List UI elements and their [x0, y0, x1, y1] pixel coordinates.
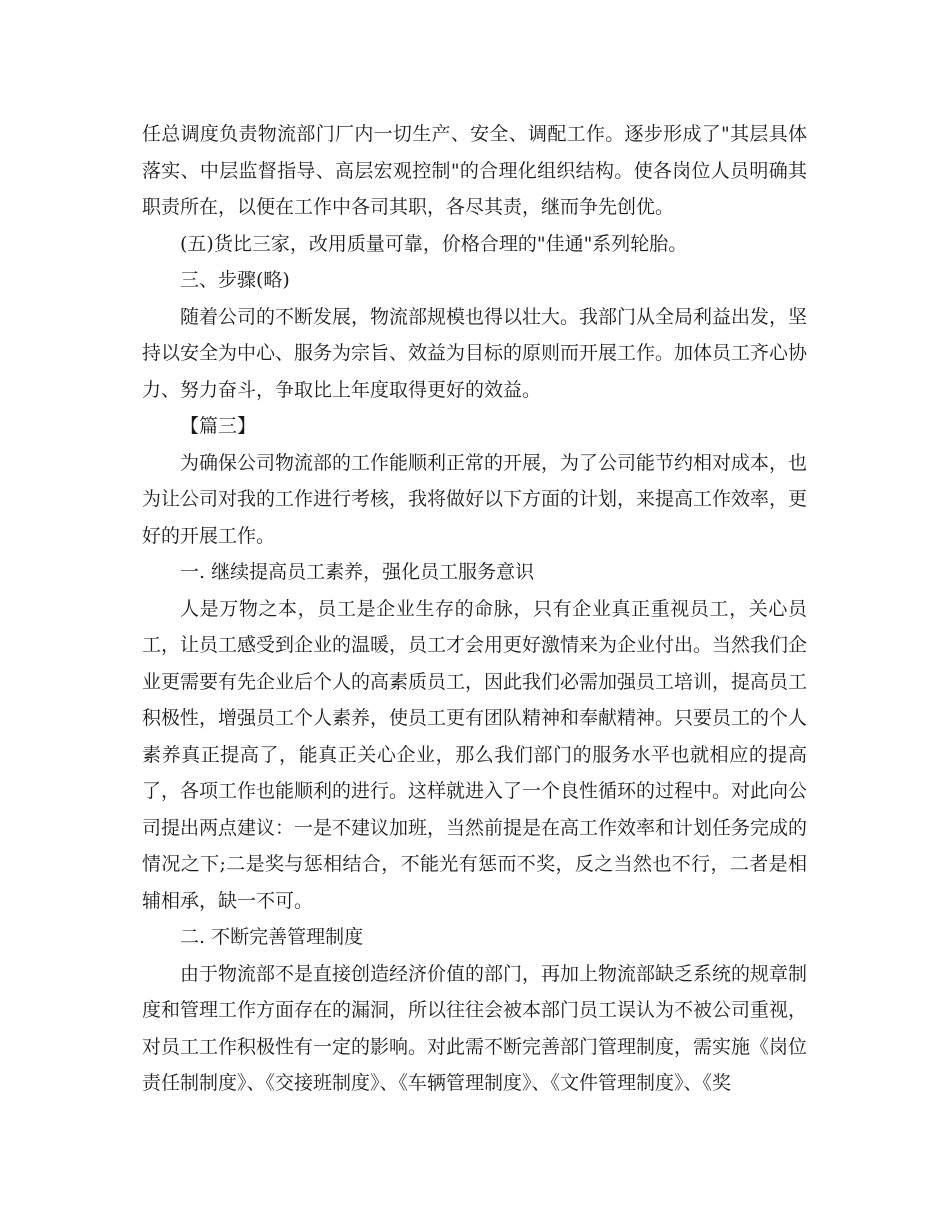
heading-management-system: 二. 不断完善管理制度 — [180, 926, 364, 948]
heading-steps: 三、步骤(略) — [180, 269, 290, 291]
section-title-part-three: 【篇三】 — [180, 415, 257, 437]
paragraph-plan-intro: 为确保公司物流部的工作能顺利正常的开展，为了公司能节约相对成本，也为让公司对我的工作进行考核，我将做好以下方面的计划，来提高工作效率，更好的开展工作。 — [142, 451, 808, 547]
document-body — [142, 116, 807, 1102]
paragraph-development: 随着公司的不断发展，物流部规模也得以壮大。我部门从全局利益出发，坚持以安全为中心、服务为宗旨、效益为目标的原则而开展工作。加体员工齐心协力、努力奋斗，争取比上年度取得更好的效益。 — [142, 305, 808, 401]
heading-staff-quality: 一. 继续提高员工素养，强化员工服务意识 — [180, 561, 535, 583]
paragraph-continued-org-structure: 任总调度负责物流部门厂内一切生产、安全、调配工作。逐步形成了"其层具体落实、中层监督指导、高层宏观控制"的合理化组织结构。使各岗位人员明确其职责所在，以便在工作中各司其职，各尽其责，继而争先创优。 — [142, 123, 807, 218]
paragraph-staff-quality: 人是万物之本，员工是企业生存的命脉，只有企业真正重视员工，关心员工，让员工感受到企业的温暖，员工才会用更好激情来为企业付出。当然我们企业更需要有先企业后个人的高素质员工，因此我们必需加强员工培训，提高员工积极性，增强员工个人素养，使员工更有团队精神和奉献精神。只要员工的个人素养真正提高了，能真正关心企业，那么我们部门的服务水平也就相应的提高了，各项工作也能顺利的进行。这样就进入了一个良性循环的过程中。对此向公司提出两点建议：一是不建议加班，当然前提是在高工作效率和计划任务完成的情况之下;二是奖与惩相结合，不能光有惩而不奖，反之当然也不行，二者是相辅相承，缺一不可。 — [142, 597, 808, 912]
paragraph-tire-procurement: (五)货比三家，改用质量可靠，价格合理的"佳通"系列轮胎。 — [180, 232, 688, 255]
paragraph-management-system: 由于物流部不是直接创造经济价值的部门，再加上物流部缺乏系统的规章制度和管理工作方面存在的漏洞，所以往往会被本部门员工误认为不被公司重视，对员工工作积极性有一定的影响。对此需不断完善部门管理制度，需实施《岗位责任制制度》、《交接班制度》、《车辆管理制度》、《文件管理制度》、《奖 — [142, 962, 808, 1094]
